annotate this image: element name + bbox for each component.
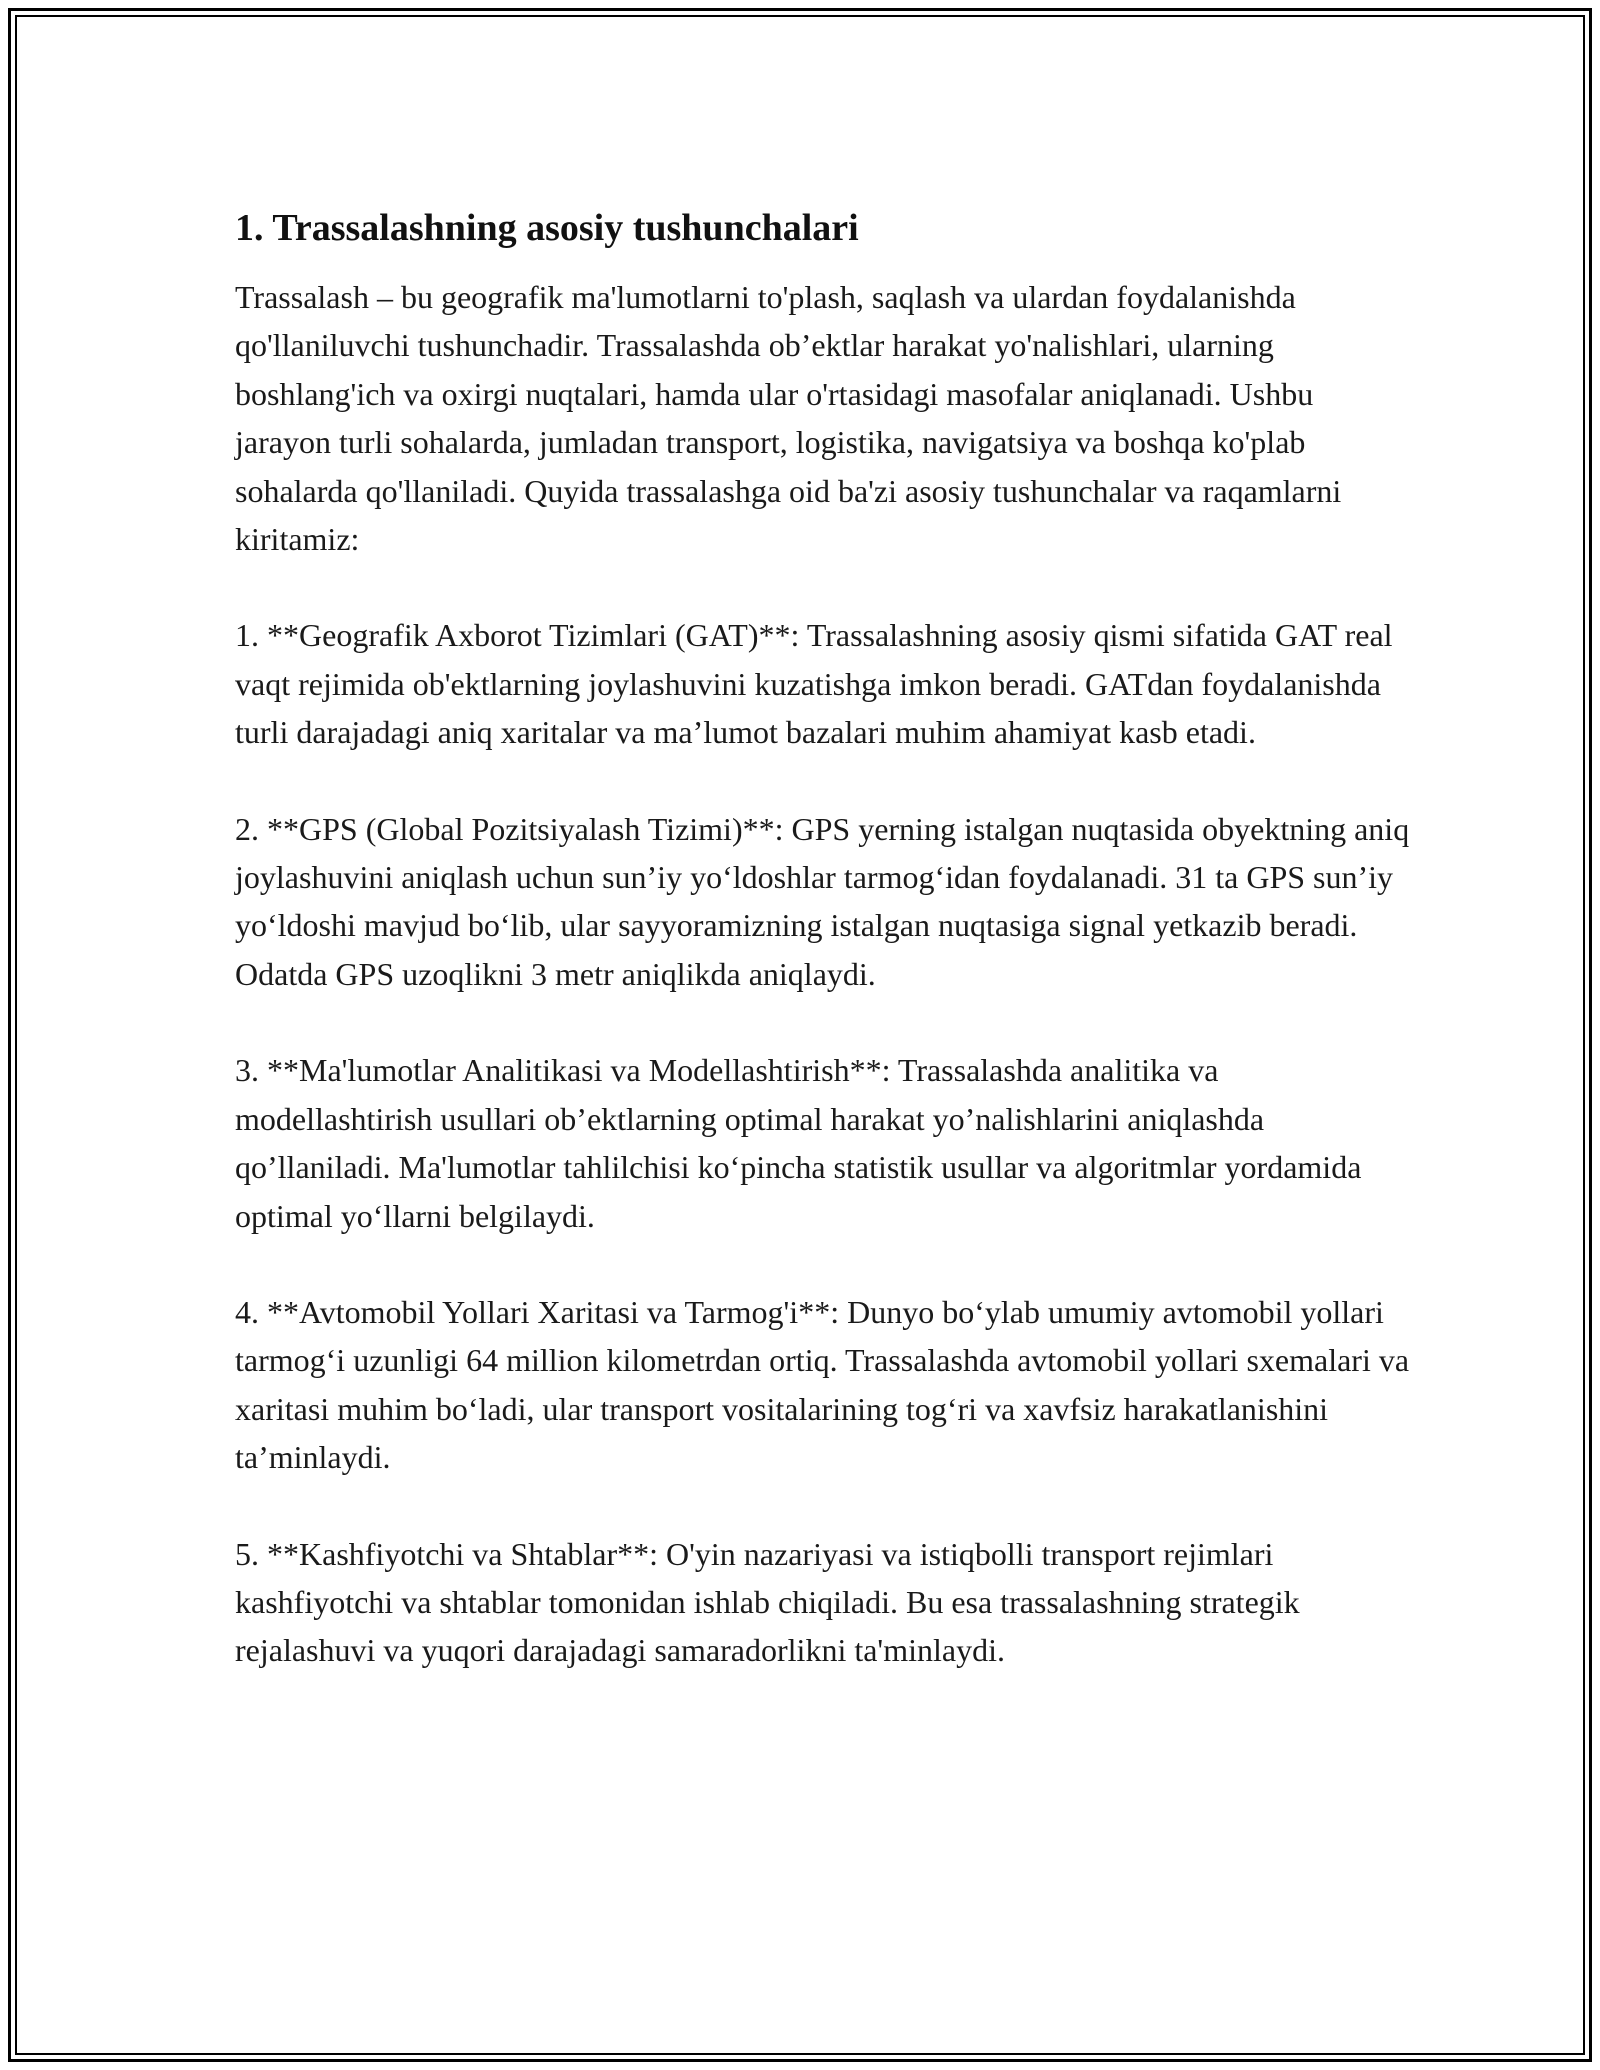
item-roads-paragraph: 4. **Avtomobil Yollari Xaritasi va Tarmog'i**: Dunyo bo‘ylab umumiy avtomobil yollari tarmog‘i uzunligi 64 million kilometrdan ortiq. Trassalashda avtomobil yollari sxemalari va xaritasi muhim bo‘ladi, ular transport vositalarining tog‘ri va xavfsiz harakatlanishini ta’minlaydi. — [235, 1293, 1410, 1476]
page-title: 1. Trassalashning asosiy tushunchalari — [235, 207, 859, 249]
document-body — [235, 204, 1415, 1723]
intro-paragraph: Trassalash – bu geografik ma'lumotlarni to'plash, saqlash va ulardan foydalanishda qo'llaniluvchi tushunchadir. Trassalashda ob’ektlar harakat yo'nalishlari, ularning boshlang'ich va oxirgi nuqtalari, hamda ular o'rtasidagi masofalar aniqlanadi. Ushbu jarayon turli sohalarda, jumladan transport, logistika, navigatsiya va boshqa ko'plab sohalarda qo'llaniladi. Quyida trassalashga oid ba'zi asosiy tushunchalar va raqamlarni kiritamiz: — [235, 279, 1342, 558]
item-analytics-paragraph: 3. **Ma'lumotlar Analitikasi va Modellashtirish**: Trassalashda analitika va modellashtirish usullari ob’ektlarning optimal harakat yo’nalishlarini aniqlashda qo’llaniladi. Ma'lumotlar tahlilchisi ko‘pincha statistik usullar va algoritmlar yordamida optimal yo‘llarni belgilaydi. — [235, 1052, 1362, 1234]
item-gat-paragraph: 1. **Geografik Axborot Tizimlari (GAT)**: Trassalashning asosiy qismi sifatida GAT real vaqt rejimida ob'ektlarning joylashuvini kuzatishga imkon beradi. GATdan foydalanishda turli darajadagi aniq xaritalar va ma’lumot bazalari muhim ahamiyat kasb etadi. — [235, 617, 1393, 751]
item-gps-paragraph: 2. **GPS (Global Pozitsiyalash Tizimi)**: GPS yerning istalgan nuqtasida obyektning aniq joylashuvini aniqlash uchun sun’iy yo‘ldoshlar tarmog‘idan foydalanadi. 31 ta GPS sun’iy yo‘ldoshi mavjud bo‘lib, ular sayyoramizning istalgan nuqtasiga signal yetkazib beradi. Odatda GPS uzoqlikni 3 metr aniqlikda aniqlaydi. — [235, 810, 1410, 992]
item-explorers-paragraph: 5. **Kashfiyotchi va Shtablar**: O'yin nazariyasi va istiqbolli transport rejimlari kashfiyotchi va shtablar tomonidan ishlab chiqiladi. Bu esa trassalashning strategik rejalashuvi va yuqori darajadagi samaradorlikni ta'minlaydi. — [235, 1535, 1300, 1669]
page-frame — [8, 8, 1592, 2062]
